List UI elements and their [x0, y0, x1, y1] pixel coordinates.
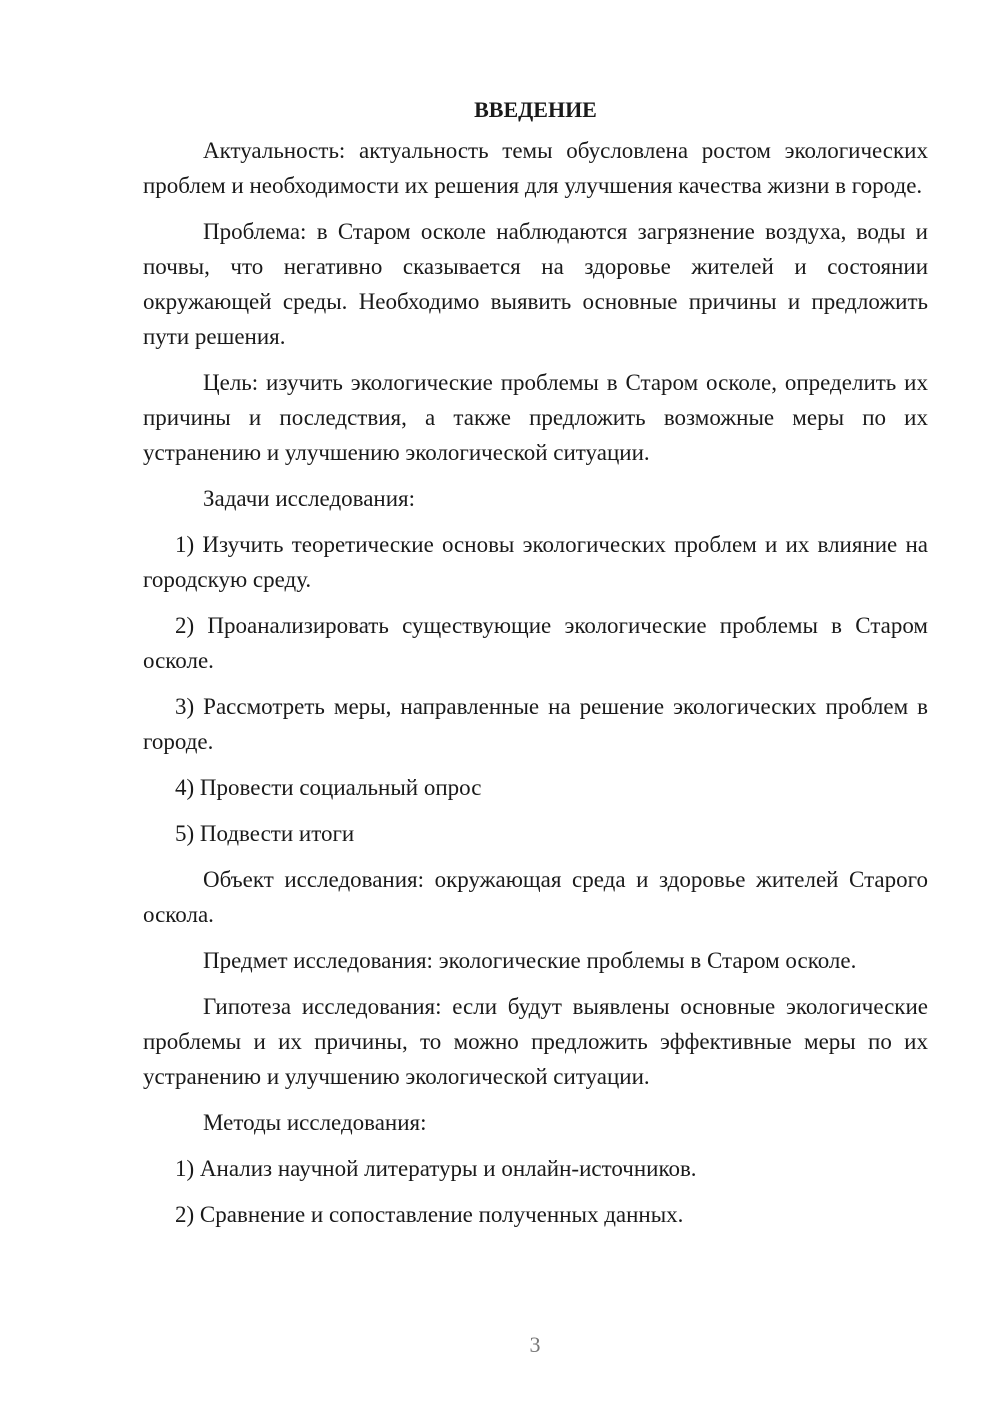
list-item-method-1: 1) Анализ научной литературы и онлайн-источников. [175, 1156, 697, 1181]
paragraph-relevance: Актуальность: актуальность темы обусловлена ростом экологических проблем и необходимости их решения для улучшения качества жизни в городе. [143, 138, 928, 198]
paragraph-goal: Цель: изучить экологические проблемы в Старом осколе, определить их причины и последствия, а также предложить возможные меры по их устранению и улучшению экологической ситуации. [143, 370, 928, 465]
list-item-task-4: 4) Провести социальный опрос [175, 775, 482, 800]
section-title: ВВЕДЕНИЕ [474, 97, 597, 122]
paragraph-problem: Проблема: в Старом осколе наблюдаются загрязнение воздуха, воды и почвы, что негативно сказывается на здоровье жителей и состоянии окружающей среды. Необходимо выявить основные причины и предложить пути решения. [143, 219, 928, 349]
paragraph-object: Объект исследования: окружающая среда и здоровье жителей Старого оскола. [143, 867, 928, 927]
list-item-task-5: 5) Подвести итоги [175, 821, 355, 846]
document-page [143, 95, 928, 1243]
paragraph-hypothesis: Гипотеза исследования: если будут выявлены основные экологические проблемы и их причины, то можно предложить эффективные меры по их устранению и улучшению экологической ситуации. [143, 994, 928, 1089]
page-number: 3 [529, 1332, 541, 1357]
paragraph-subject: Предмет исследования: экологические проблемы в Старом осколе. [203, 948, 857, 973]
list-item-task-2: 2) Проанализировать существующие экологические проблемы в Старом осколе. [143, 613, 928, 673]
paragraph-methods-heading: Методы исследования: [203, 1110, 427, 1135]
paragraph-tasks-heading: Задачи исследования: [203, 486, 416, 511]
list-item-task-3: 3) Рассмотреть меры, направленные на решение экологических проблем в городе. [143, 694, 928, 754]
list-item-method-2: 2) Сравнение и сопоставление полученных данных. [175, 1202, 684, 1227]
list-item-task-1: 1) Изучить теоретические основы экологических проблем и их влияние на городскую среду. [143, 532, 928, 592]
